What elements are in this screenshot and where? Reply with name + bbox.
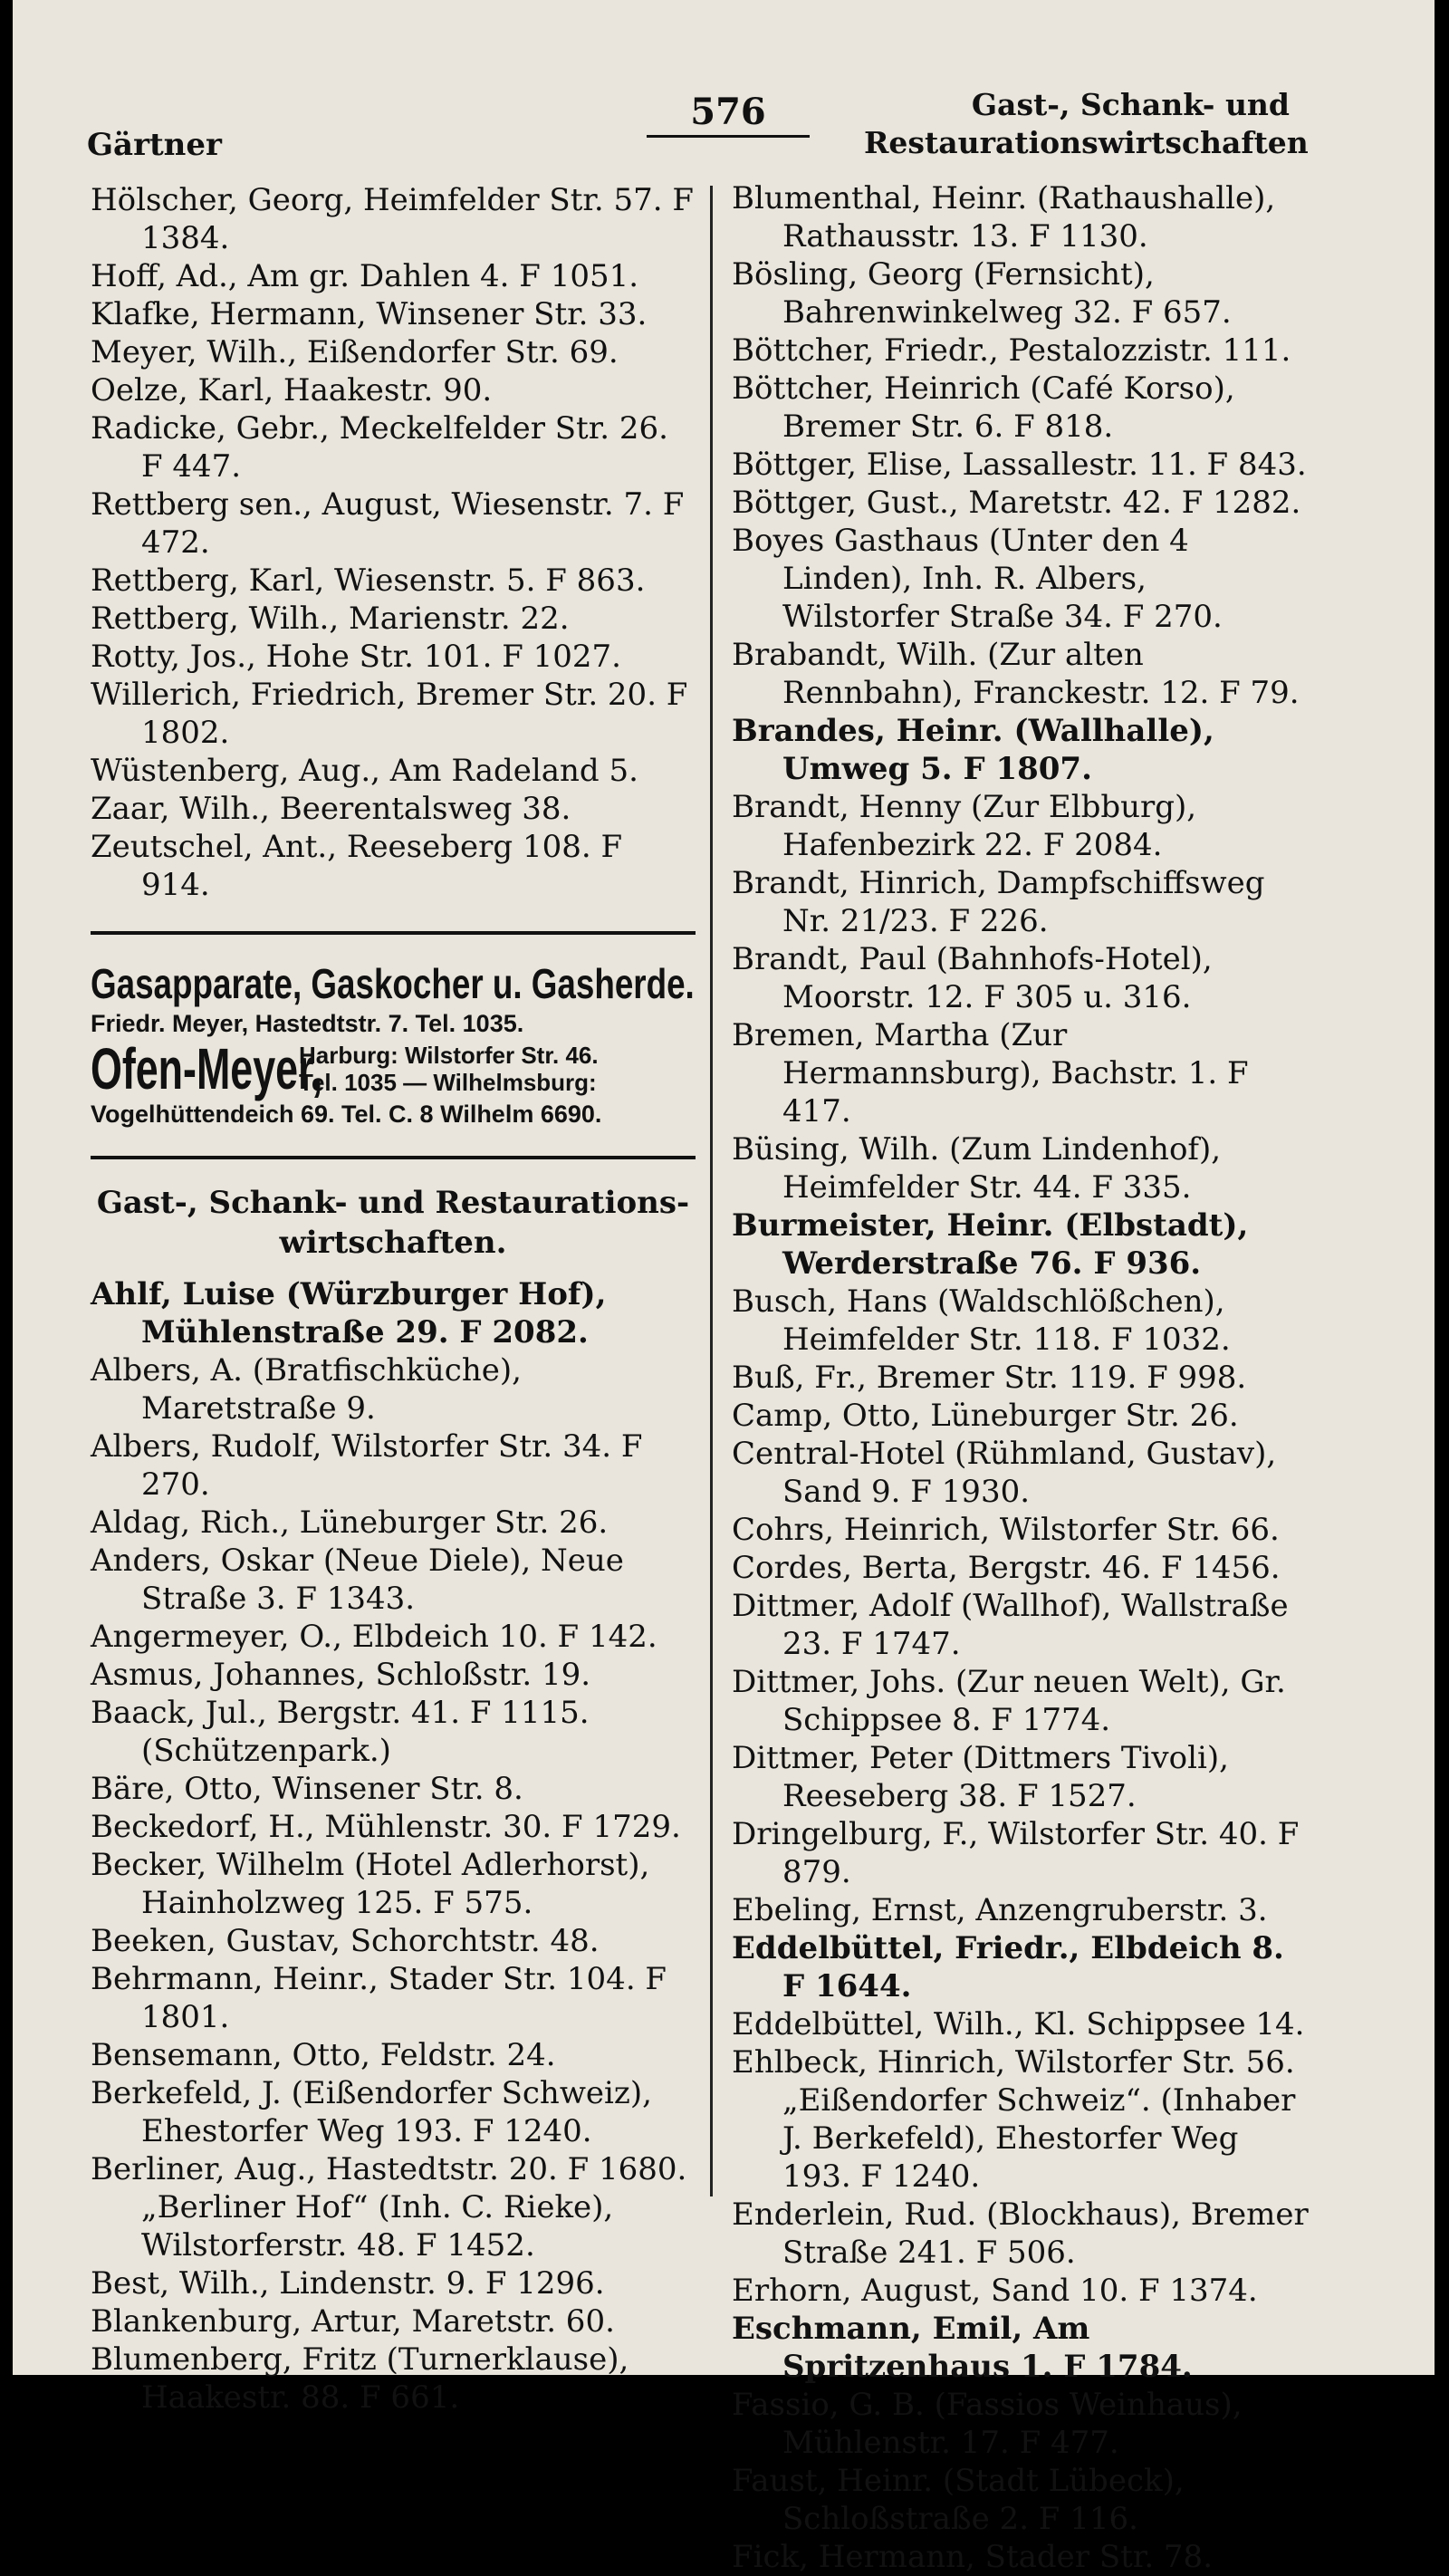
directory-entry: Fick, Hermann, Stader Str. 78.	[732, 2539, 1214, 2575]
ad-title: Gasapparate, Gaskocher u. Gasherde.	[91, 960, 695, 1007]
directory-entry: Brandes, Heinr. (Wallhalle), Umweg 5. F 1807.	[732, 713, 1225, 787]
directory-entry: Brandt, Henny (Zur Elbburg), Hafenbezirk 22. F 2084.	[732, 789, 1206, 863]
directory-entry: Hoff, Ad., Am gr. Dahlen 4. F 1051.	[91, 258, 639, 294]
right-running-head: Gast-, Schank- und Restaurationswirtschaften	[864, 87, 1309, 160]
advertisement	[91, 958, 696, 1129]
directory-entry: Faust, Heinr. (Stadt Lübeck), Schloßstraße 2. F 116.	[732, 2463, 1195, 2537]
directory-entry: Hölscher, Georg, Heimfelder Str. 57. F 1384.	[91, 182, 704, 256]
directory-entry: Bensemann, Otto, Feldstr. 24.	[91, 2037, 556, 2073]
directory-entry: Böttger, Elise, Lassallestr. 11. F 843.	[732, 447, 1307, 483]
directory-entry: Dittmer, Peter (Dittmers Tivoli), Reeseberg 38. F 1527.	[732, 1740, 1239, 1814]
directory-entry: Klafke, Hermann, Winsener Str. 33.	[91, 296, 648, 332]
ad-line: Friedr. Meyer, Hastedtstr. 7. Tel. 1035.	[91, 1010, 524, 1037]
directory-entry: Rettberg, Wilh., Marienstr. 22.	[91, 601, 570, 637]
directory-entry: Willerich, Friedrich, Bremer Str. 20. F 1802.	[91, 677, 698, 751]
directory-entry: Berkefeld, J. (Eißendorfer Schweiz), Ehestorfer Weg 193. F 1240.	[91, 2075, 662, 2149]
directory-entry: Cohrs, Heinrich, Wilstorfer Str. 66.	[732, 1512, 1280, 1548]
directory-entry: Ahlf, Luise (Würzburger Hof), Mühlenstraße 29. F 2082.	[91, 1276, 618, 1350]
directory-entry: Böttger, Gust., Maretstr. 42. F 1282.	[732, 485, 1301, 521]
directory-entry: Eschmann, Emil, Am Spritzenhaus 1. F 1784.	[732, 2311, 1193, 2385]
directory-entry: Rettberg, Karl, Wiesenstr. 5. F 863.	[91, 562, 646, 599]
directory-entry: Brabandt, Wilh. (Zur alten Rennbahn), Franckestr. 12. F 79.	[732, 637, 1300, 711]
directory-entry: Fassio, G. B. (Fassios Weinhaus), Mühlenstr. 17. F 477.	[732, 2387, 1252, 2461]
directory-entry: Albers, Rudolf, Wilstorfer Str. 34. F 270.	[91, 1428, 653, 1503]
directory-entry: Baack, Jul., Bergstr. 41. F 1115. (Schützenpark.)	[91, 1695, 600, 1769]
directory-entry: Zaar, Wilh., Beerentalsweg 38.	[91, 791, 571, 827]
directory-entry: Blumenthal, Heinr. (Rathaushalle), Rathausstr. 13. F 1130.	[732, 180, 1286, 255]
directory-entry: Böttcher, Heinrich (Café Korso), Bremer Str. 6. F 818.	[732, 370, 1245, 445]
directory-entry: Asmus, Johannes, Schloßstr. 19.	[91, 1657, 591, 1693]
directory-entry: Dringelburg, F., Wilstorfer Str. 40. F 879.	[732, 1816, 1310, 1890]
directory-entry: Dittmer, Adolf (Wallhof), Wallstraße 23. F 1747.	[732, 1588, 1299, 1662]
page-number: 576	[647, 91, 810, 138]
directory-entry: Radicke, Gebr., Meckelfelder Str. 26. F 447.	[91, 410, 678, 485]
directory-entry: Buß, Fr., Bremer Str. 119. F 998.	[732, 1360, 1247, 1396]
restaurant-entries-left	[91, 1275, 696, 2417]
directory-entry: Behrmann, Heinr., Stader Str. 104. F 1801.	[91, 1961, 677, 2035]
directory-entry: Central-Hotel (Rühmland, Gustav), Sand 9. F 1930.	[732, 1436, 1287, 1510]
directory-entry: Eddelbüttel, Friedr., Elbdeich 8. F 1644.	[732, 1930, 1295, 2004]
restaurant-entries-right	[732, 179, 1319, 2576]
directory-entry: Böttcher, Friedr., Pestalozzistr. 111.	[732, 332, 1291, 369]
left-running-head: Gärtner	[87, 127, 222, 163]
directory-entry: Berliner, Aug., Hastedtstr. 20. F 1680. „Berliner Hof“ (Inh. C. Rieke), Wilstorferstr. 48. F 1452.	[91, 2151, 697, 2264]
directory-entry: Bäre, Otto, Winsener Str. 8.	[91, 1771, 523, 1807]
directory-entry: Camp, Otto, Lüneburger Str. 26.	[732, 1398, 1239, 1434]
ad-line: Vogelhüttendeich 69. Tel. C. 8 Wilhelm 6690.	[91, 1101, 602, 1128]
divider-rule	[91, 1156, 696, 1159]
directory-entry: Brandt, Paul (Bahnhofs-Hotel), Moorstr. 12. F 305 u. 316.	[732, 941, 1223, 1015]
directory-entry: Angermeyer, O., Elbdeich 10. F 142.	[91, 1619, 657, 1655]
directory-entry: Rotty, Jos., Hohe Str. 101. F 1027.	[91, 639, 621, 675]
directory-entry: Cordes, Berta, Bergstr. 46. F 1456.	[732, 1550, 1281, 1586]
ad-address: Tel. 1035 — Wilhelmsburg:	[299, 1069, 597, 1096]
directory-entry: Blankenburg, Artur, Maretstr. 60.	[91, 2303, 615, 2340]
directory-entry: Dittmer, Johs. (Zur neuen Welt), Gr. Schippsee 8. F 1774.	[732, 1664, 1296, 1738]
gardener-entries	[91, 181, 704, 904]
directory-entry: Beeken, Gustav, Schorchtstr. 48.	[91, 1923, 600, 1959]
directory-entry: Eddelbüttel, Wilh., Kl. Schippsee 14.	[732, 2006, 1305, 2043]
directory-entry: Oelze, Karl, Haakestr. 90.	[91, 372, 493, 409]
directory-page	[13, 0, 1435, 2575]
directory-entry: Meyer, Wilh., Eißendorfer Str. 69.	[91, 334, 619, 370]
directory-entry: Boyes Gasthaus (Unter den 4 Linden), Inh. R. Albers, Wilstorfer Straße 34. F 270.	[732, 523, 1223, 635]
section-heading: Gast-, Schank- und Restaurations- wirtschaften.	[96, 1185, 690, 1261]
directory-entry: Zeutschel, Ant., Reeseberg 108. F 914.	[91, 829, 632, 903]
directory-entry: Best, Wilh., Lindenstr. 9. F 1296.	[91, 2265, 605, 2302]
directory-entry: Aldag, Rich., Lüneburger Str. 26.	[91, 1504, 609, 1541]
directory-entry: Erhorn, August, Sand 10. F 1374.	[732, 2273, 1258, 2309]
column-divider	[710, 186, 713, 2196]
directory-entry: Anders, Oskar (Neue Diele), Neue Straße 3. F 1343.	[91, 1543, 634, 1617]
directory-entry: Büsing, Wilh. (Zum Lindenhof), Heimfelder Str. 44. F 335.	[732, 1131, 1231, 1206]
ad-brand: Ofen-Meyer,	[91, 1036, 323, 1101]
divider-rule	[91, 931, 696, 935]
directory-entry: Brandt, Hinrich, Dampfschiffsweg Nr. 21/23. F 226.	[732, 865, 1275, 939]
directory-entry: Enderlein, Rud. (Blockhaus), Bremer Straße 241. F 506.	[732, 2196, 1319, 2271]
directory-entry: Blumenberg, Fritz (Turnerklause), Haakestr. 88. F 661.	[91, 2341, 639, 2416]
directory-entry: Bösling, Georg (Fernsicht), Bahrenwinkelweg 32. F 657.	[732, 256, 1232, 331]
directory-entry: Becker, Wilhelm (Hotel Adlerhorst), Hainholzweg 125. F 575.	[91, 1847, 660, 1921]
directory-entry: Burmeister, Heinr. (Elbstadt), Werderstraße 76. F 936.	[732, 1207, 1260, 1282]
directory-entry: Wüstenberg, Aug., Am Radeland 5.	[91, 753, 638, 789]
right-column	[732, 179, 1319, 2576]
directory-entry: Rettberg sen., August, Wiesenstr. 7. F 472.	[91, 486, 695, 561]
directory-entry: Ebeling, Ernst, Anzengruberstr. 3.	[732, 1892, 1268, 1928]
left-column	[91, 181, 704, 2417]
directory-entry: Beckedorf, H., Mühlenstr. 30. F 1729.	[91, 1809, 681, 1845]
directory-entry: Bremen, Martha (Zur Hermannsburg), Bachstr. 1. F 417.	[732, 1017, 1259, 1129]
directory-entry: Albers, A. (Bratfischküche), Maretstraße 9.	[91, 1352, 532, 1427]
ad-address: Harburg: Wilstorfer Str. 46.	[299, 1042, 599, 1069]
directory-entry: Ehlbeck, Hinrich, Wilstorfer Str. 56. „Eißendorfer Schweiz“. (Inhaber J. Berkefeld), Ehestorfer Weg 193. F 1240.	[732, 2044, 1306, 2195]
directory-entry: Busch, Hans (Waldschlößchen), Heimfelder Str. 118. F 1032.	[732, 1283, 1235, 1358]
